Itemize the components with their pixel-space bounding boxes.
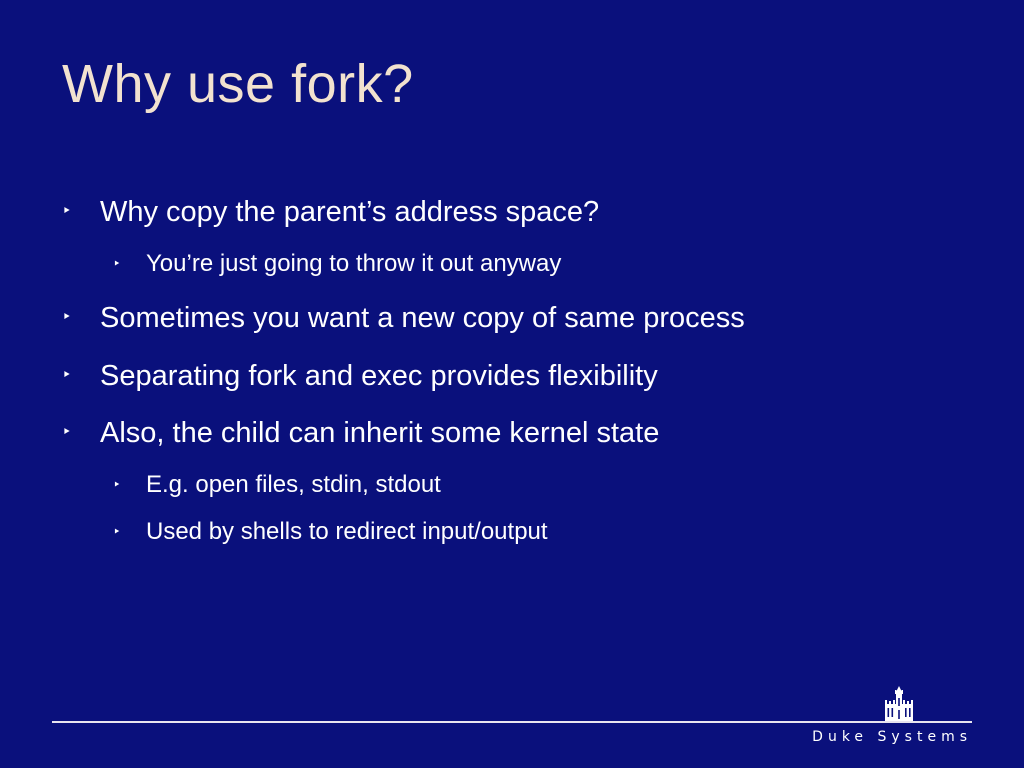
bullet-marker-icon: ‣ — [62, 203, 72, 220]
bullet-text: You’re just going to throw it out anyway — [146, 250, 562, 277]
bullet-text: Sometimes you want a new copy of same process — [100, 302, 745, 334]
bullet-item — [62, 194, 600, 230]
bullet-marker-icon: ‣ — [113, 524, 121, 539]
bullet-text: Separating fork and exec provides flexibility — [100, 360, 658, 392]
bullet-item — [62, 415, 660, 451]
bullet-text: Used by shells to redirect input/output — [146, 518, 548, 545]
slide-title: Why use fork? — [62, 54, 414, 114]
bullet-text: Why copy the parent’s address space? — [100, 196, 600, 228]
sub-bullet-item — [113, 470, 441, 500]
bullet-text: Also, the child can inherit some kernel state — [100, 417, 660, 449]
bullet-item — [62, 300, 745, 336]
bullet-item — [62, 358, 658, 394]
bullet-marker-icon: ‣ — [62, 309, 72, 326]
bullet-marker-icon: ‣ — [113, 256, 121, 271]
bullet-marker-icon: ‣ — [113, 477, 121, 492]
bullet-marker-icon: ‣ — [62, 367, 72, 384]
footer-label: Duke Systems — [812, 729, 972, 745]
bullet-marker-icon: ‣ — [62, 424, 72, 441]
sub-bullet-item — [113, 517, 548, 547]
footer-divider — [52, 721, 972, 723]
duke-chapel-logo-icon — [882, 686, 916, 722]
sub-bullet-item — [113, 249, 562, 279]
bullet-text: E.g. open files, stdin, stdout — [146, 471, 441, 498]
